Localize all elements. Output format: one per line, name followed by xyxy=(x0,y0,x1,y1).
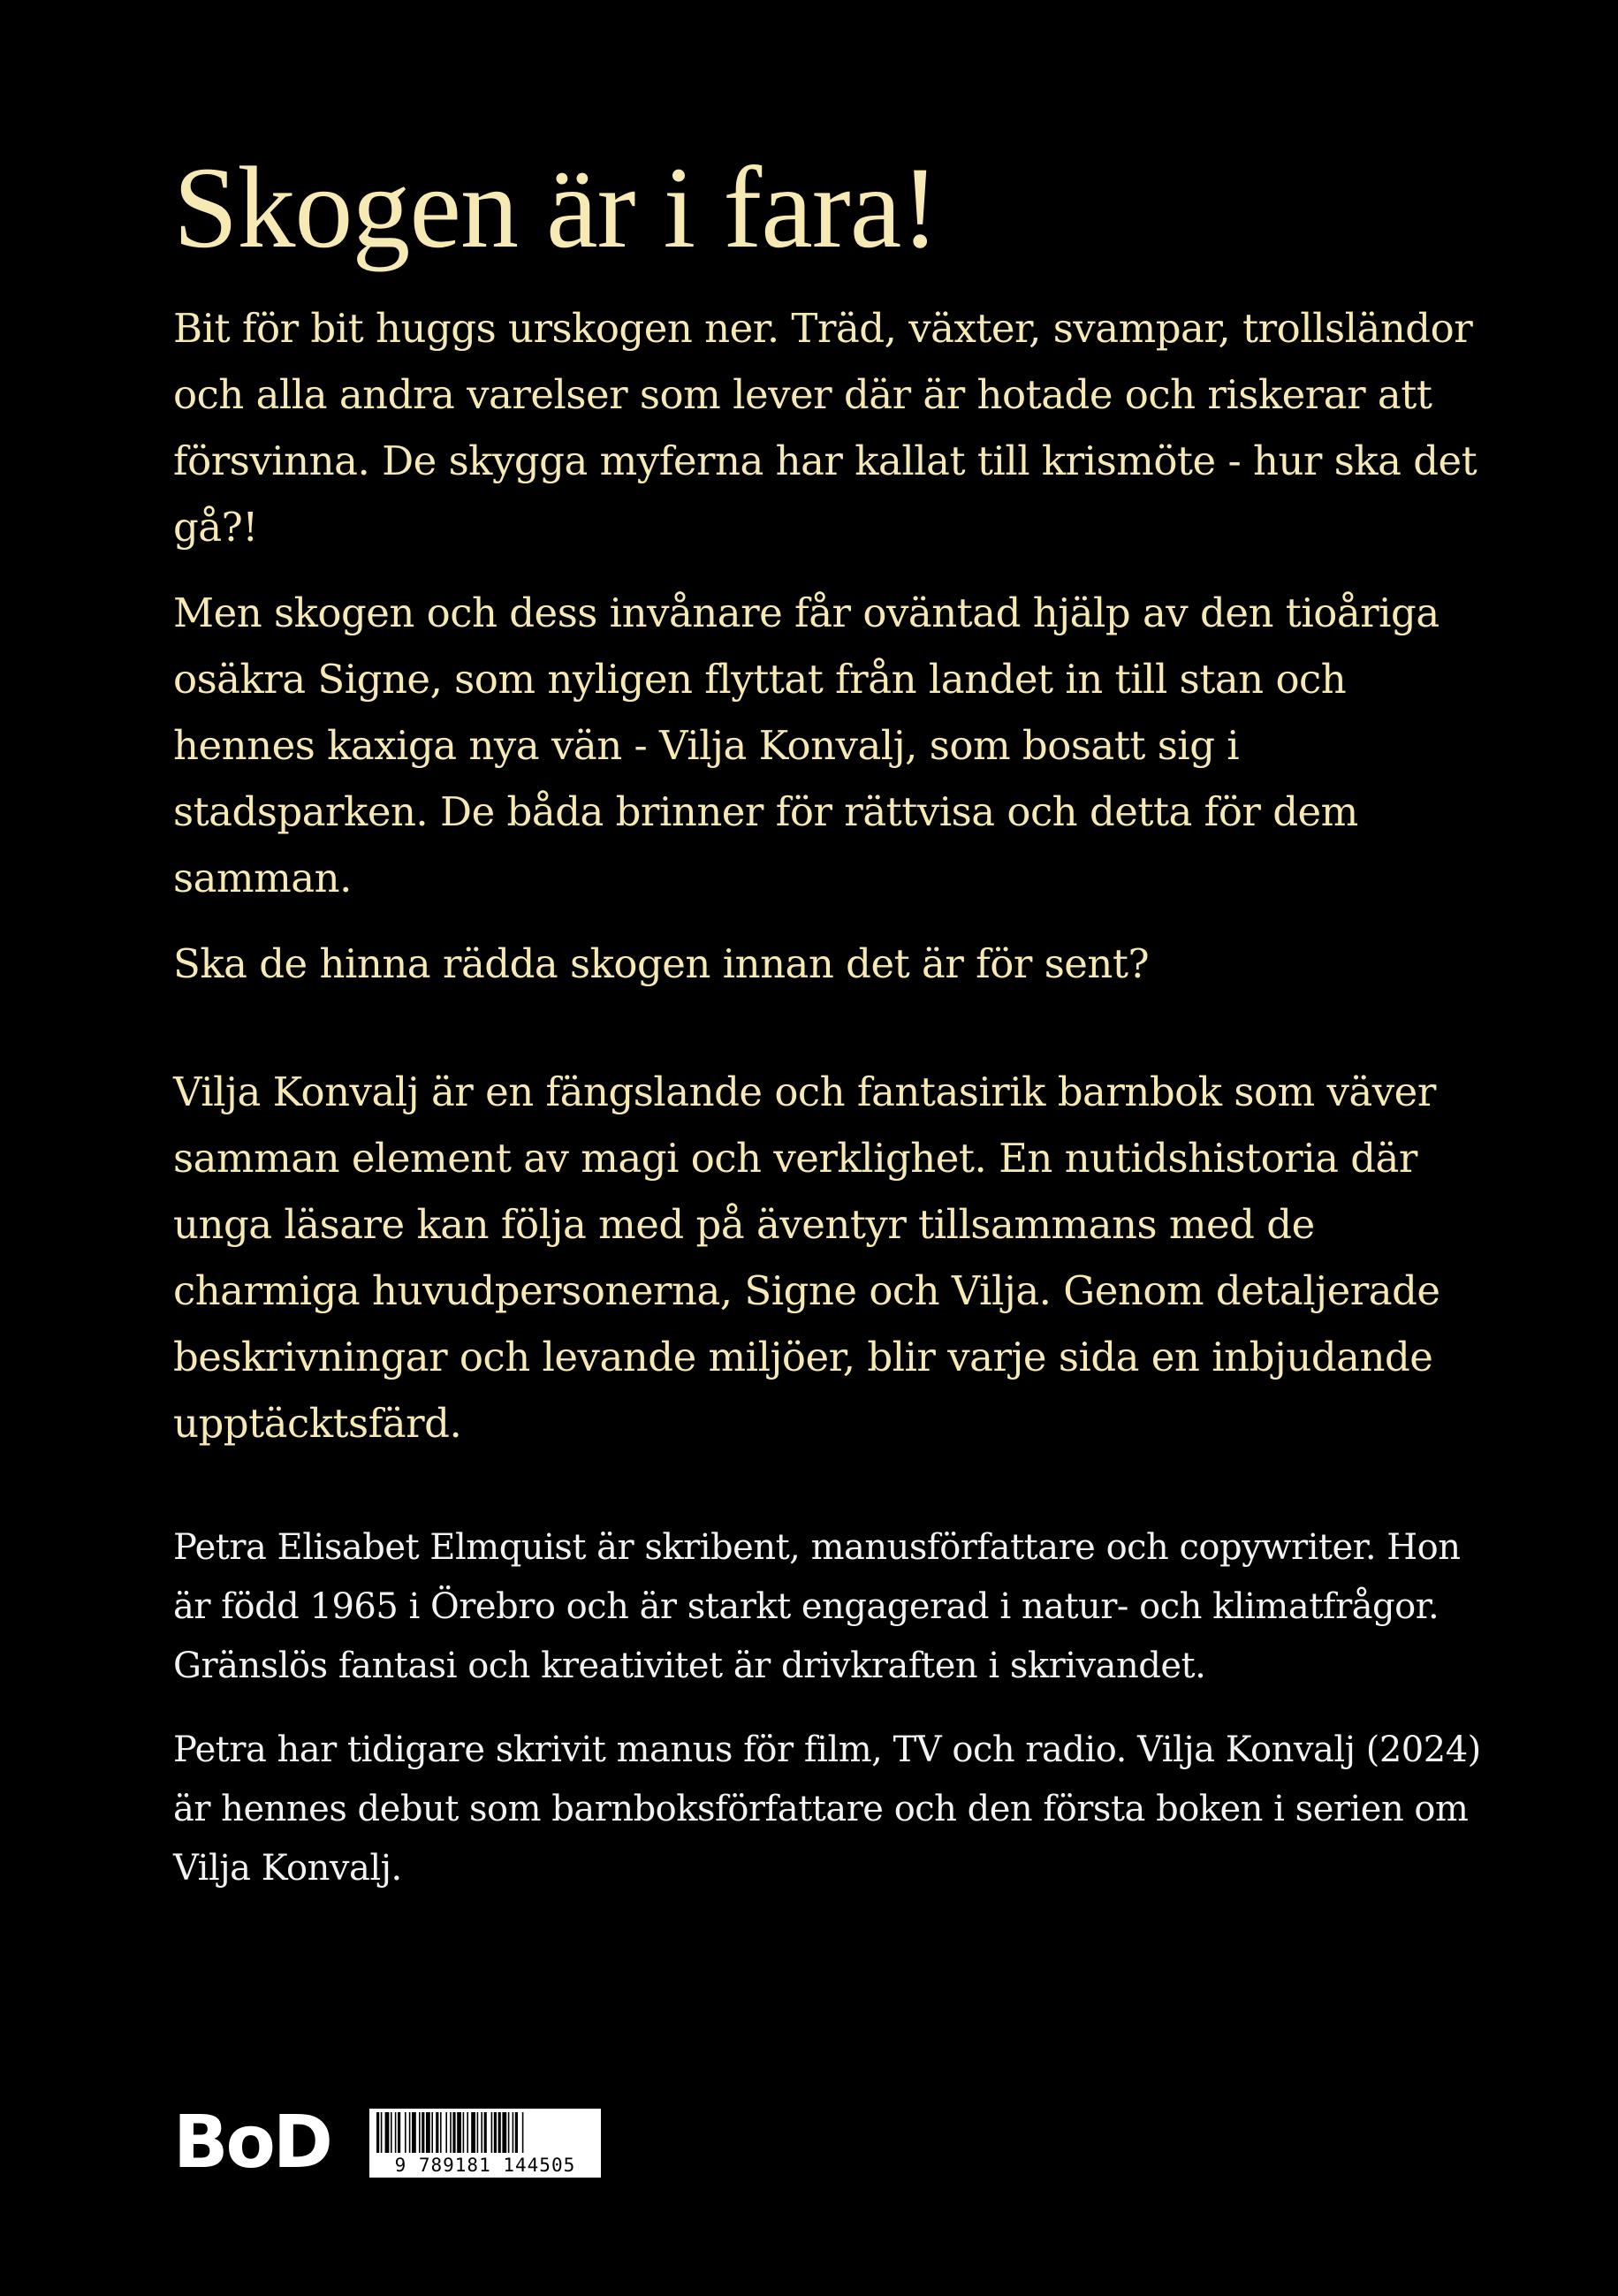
barcode-bar xyxy=(405,2112,406,2153)
barcode-bar xyxy=(498,2112,501,2153)
barcode-bar xyxy=(481,2112,482,2153)
barcode-bar xyxy=(431,2112,433,2153)
barcode-bar xyxy=(508,2112,510,2153)
barcode-bar xyxy=(381,2112,383,2153)
author-bio xyxy=(173,1518,1481,1898)
author-paragraph-1: Petra Elisabet Elmquist är skribent, manusförfattare och copywriter. Hon är född 1965 i Örebro och är starkt engagerad i natur- och klimatfrågor. Gränslös fantasi och kreativitet är drivkraften i skrivandet. xyxy=(173,1527,1461,1686)
barcode-bar xyxy=(412,2112,416,2153)
barcode-bar xyxy=(513,2112,514,2153)
barcode-bar xyxy=(467,2112,468,2153)
barcode-bars xyxy=(375,2112,596,2153)
barcode-bar xyxy=(502,2112,506,2153)
barcode-bar xyxy=(445,2112,447,2153)
author-paragraph-2: Petra har tidigare skrivit manus för film, TV och radio. Vilja Konvalj (2024) är hennes debut som barnboksförfattare och den första boken i serien om Vilja Konvalj. xyxy=(173,1730,1481,1889)
barcode-bar xyxy=(515,2112,518,2153)
blurb-paragraph-1: Bit för bit huggs urskogen ner. Träd, växter, svampar, trollsländor och alla andra varelser som lever där är hotade och riskerar att försvinna. De skygga myferna har kallat till krismöte - hur ska det gå?! xyxy=(173,305,1477,551)
barcode-bar xyxy=(484,2112,487,2153)
blurb xyxy=(173,295,1481,1456)
barcode-bar xyxy=(522,2112,524,2153)
barcode-bar xyxy=(471,2112,475,2153)
blurb-paragraph-4: Vilja Konvalj är en fängslande och fantasirik barnbok som väver samman element av magi och verklighet. En nutidshistoria där unga läsare kan följa med på äventyr tillsammans med de charmiga huvudpersonerna, Signe och Vilja. Genom detaljerade beskrivningar och levande miljöer, blir varje sida en inbjudande upptäcktsfärd. xyxy=(173,1068,1440,1447)
barcode-bar xyxy=(391,2112,392,2153)
barcode-bar xyxy=(419,2112,421,2153)
barcode-bar xyxy=(463,2112,465,2153)
barcode-bar xyxy=(422,2112,424,2153)
barcode-bar xyxy=(450,2112,452,2153)
barcode-bar xyxy=(436,2112,438,2153)
barcode-bar xyxy=(440,2112,442,2153)
publisher-logo: BoD xyxy=(173,2101,330,2185)
isbn-barcode xyxy=(369,2109,601,2178)
footer xyxy=(173,2101,601,2185)
barcode-bar xyxy=(376,2112,379,2153)
barcode-bar xyxy=(452,2112,455,2153)
barcode-bar xyxy=(477,2112,479,2153)
barcode-bar xyxy=(395,2112,397,2153)
headline: Skogen är i fara! xyxy=(173,142,939,272)
barcode-bar xyxy=(494,2112,497,2153)
isbn-number: 9 789181 144505 xyxy=(394,2155,576,2176)
barcode-bar xyxy=(491,2112,493,2153)
barcode-bar xyxy=(398,2112,400,2153)
barcode-bar xyxy=(457,2112,461,2153)
barcode-bar xyxy=(426,2112,430,2153)
barcode-bar xyxy=(385,2112,390,2153)
barcode-bar xyxy=(409,2112,411,2153)
blurb-paragraph-3: Ska de hinna rädda skogen innan det är för sent? xyxy=(173,940,1150,987)
cover-text-block xyxy=(173,133,1481,1923)
blurb-paragraph-2: Men skogen och dess invånare får oväntad hjälp av den tioåriga osäkra Signe, som nyligen flyttat från landet in till stan och hennes kaxiga nya vän - Vilja Konvalj, som bosatt sig i stadsparken. De båda brinner för rättvisa och detta för dem samman. xyxy=(173,589,1439,901)
